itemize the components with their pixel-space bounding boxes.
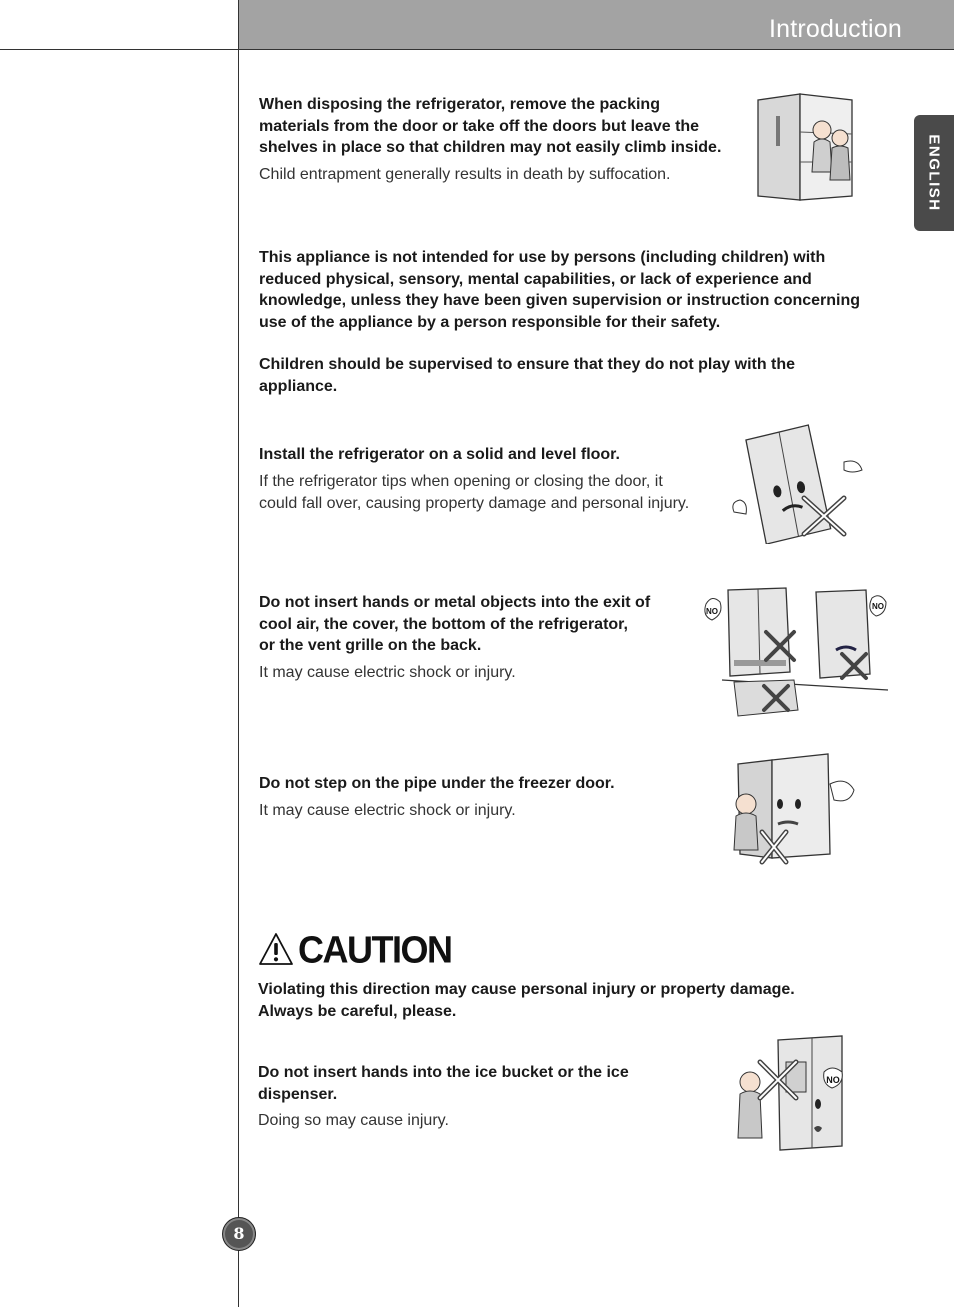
caution-line-2: Always be careful, please. xyxy=(258,1002,457,1020)
no-label-right: NO xyxy=(872,602,884,611)
section-no-hands-vent xyxy=(259,592,679,684)
disposal-line-2: materials from the door or take off the doors but leave the xyxy=(259,117,700,135)
disposal-line-1: When disposing the refrigerator, remove the packing xyxy=(259,96,660,113)
language-tab-label: ENGLISH xyxy=(925,134,943,212)
illustration-pipe-warning xyxy=(722,750,872,874)
illustration-ice-dispenser xyxy=(732,1032,850,1152)
warning-triangle-icon xyxy=(258,932,294,966)
no-label-ice: NO xyxy=(826,1075,840,1085)
section-level-floor xyxy=(259,444,719,515)
section-pipe xyxy=(259,773,679,822)
no-label-left: NO xyxy=(706,607,718,616)
disposal-line-3: shelves in place so that children may not easily climb inside. xyxy=(259,139,722,156)
page-number: 8 xyxy=(233,1224,245,1243)
vent-line-3: or the vent grille on the back. xyxy=(259,637,482,654)
supervision-line-1: Children should be supervised to ensure that they do not play with the xyxy=(259,356,796,373)
header-bar xyxy=(239,0,954,50)
language-tab xyxy=(914,115,954,231)
section-caution-intro xyxy=(258,979,878,1022)
illustration-tipping-fridge xyxy=(726,422,870,544)
left-margin-line xyxy=(238,0,239,1307)
illustration-child-in-fridge xyxy=(752,92,862,204)
appliance-line-1: This appliance is not intended for use by persons (including children) with xyxy=(259,249,826,266)
pipe-note: It may cause electric shock or injury. xyxy=(259,801,516,819)
disposal-note: Child entrapment generally results in death by suffocation. xyxy=(259,165,671,183)
level-floor-line-1: If the refrigerator tips when opening or closing the door, it xyxy=(259,472,663,490)
appliance-line-2: reduced physical, sensory, mental capabilities, or lack of experience and xyxy=(259,270,812,288)
section-ice-bucket xyxy=(258,1062,678,1132)
section-disposal xyxy=(259,94,739,186)
ice-line-2: dispenser. xyxy=(258,1085,338,1103)
ice-line-1: Do not insert hands into the ice bucket or the ice xyxy=(258,1064,629,1081)
supervision-line-2: appliance. xyxy=(259,377,338,395)
page-title: Introduction xyxy=(768,15,902,43)
caution-title: CAUTION xyxy=(298,927,452,971)
illustration-vent-warning xyxy=(686,584,892,720)
level-floor-title: Install the refrigerator on a solid and level floor. xyxy=(259,446,620,463)
pipe-title: Do not step on the pipe under the freezer door. xyxy=(259,775,615,792)
level-floor-line-2: could fall over, causing property damage and personal injury. xyxy=(259,494,690,512)
caution-line-1: Violating this direction may cause personal injury or property damage. xyxy=(258,981,795,998)
top-left-rule xyxy=(0,49,239,50)
vent-line-2: cool air, the cover, the bottom of the refrigerator, xyxy=(259,615,628,633)
vent-note: It may cause electric shock or injury. xyxy=(259,663,516,681)
vent-line-1: Do not insert hands or metal objects into the exit of xyxy=(259,594,651,611)
section-appliance-use xyxy=(259,247,879,397)
ice-note: Doing so may cause injury. xyxy=(258,1112,449,1129)
appliance-line-3: knowledge, unless they have been given supervision or instruction concerning xyxy=(259,292,861,309)
appliance-line-4: use of the appliance by a person responsible for their safety. xyxy=(259,313,721,331)
page-number-badge xyxy=(222,1217,256,1251)
